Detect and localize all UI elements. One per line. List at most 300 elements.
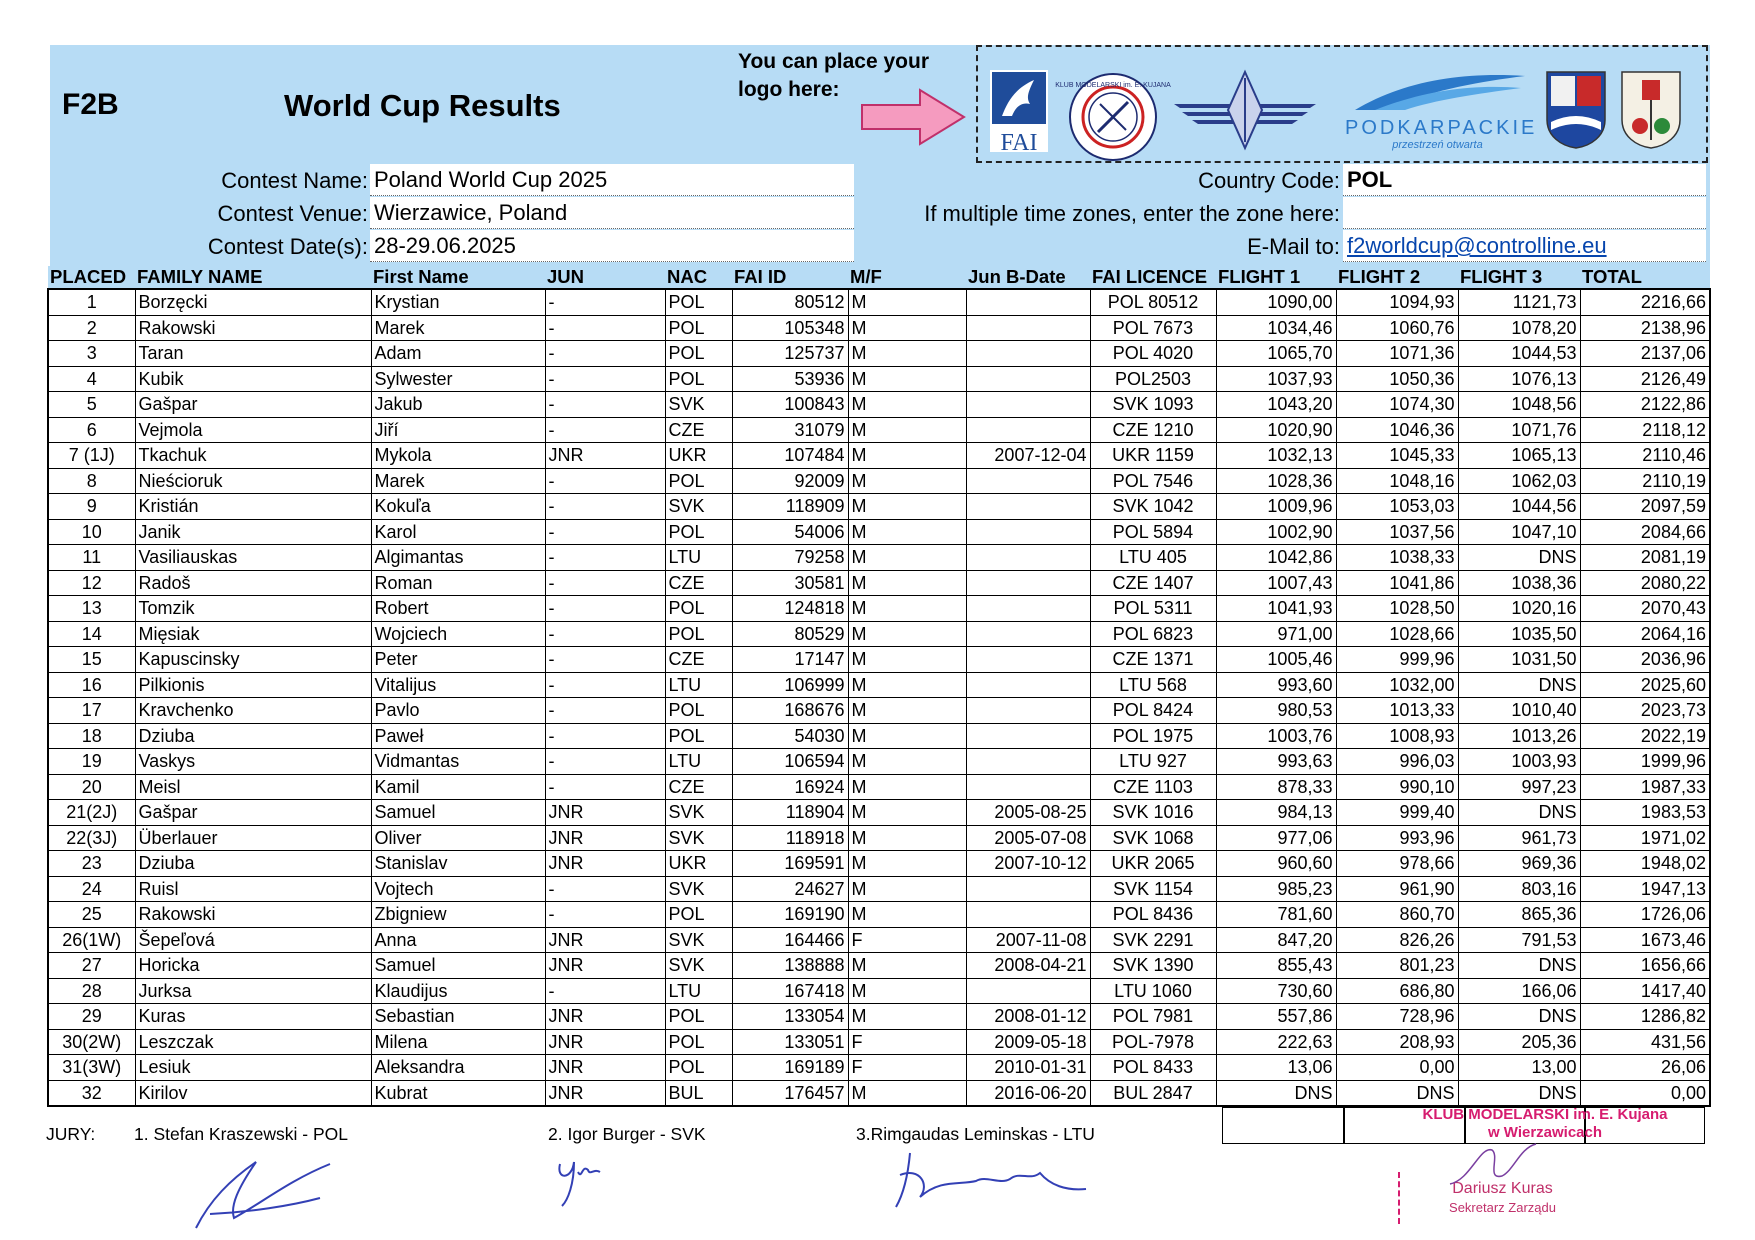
cell-first-name: Paweł: [371, 723, 545, 749]
cell-first-name: Oliver: [371, 825, 545, 851]
cell-total: 2137,06: [1580, 341, 1710, 367]
cell-flight-1: 222,63: [1216, 1029, 1336, 1055]
cell-placed: 22(3J): [48, 825, 135, 851]
cell-nac: SVK: [665, 800, 732, 826]
cell-placed: 20: [48, 774, 135, 800]
cell-total: 26,06: [1580, 1055, 1710, 1081]
cell-fai-id: 125737: [732, 341, 848, 367]
cell-flight-3: 1047,10: [1458, 519, 1580, 545]
cell-jun: -: [545, 366, 665, 392]
cell-jun-bdate: [966, 749, 1090, 775]
cell-flight-2: 1028,66: [1336, 621, 1458, 647]
cell-first-name: Stanislav: [371, 851, 545, 877]
cell-flight-1: 1005,46: [1216, 647, 1336, 673]
secretary-signature: [1440, 1140, 1550, 1190]
cell-placed: 16: [48, 672, 135, 698]
cell-flight-1: 1041,93: [1216, 596, 1336, 622]
cell-nac: SVK: [665, 392, 732, 418]
cell-flight-1: 855,43: [1216, 953, 1336, 979]
cell-nac: POL: [665, 621, 732, 647]
column-header-jun: JUN: [545, 266, 665, 289]
cell-first-name: Samuel: [371, 800, 545, 826]
cell-flight-1: 1043,20: [1216, 392, 1336, 418]
jury-member-1: 1. Stefan Kraszewski - POL: [134, 1124, 348, 1144]
cell-first-name: Samuel: [371, 953, 545, 979]
cell-flight-1: 960,60: [1216, 851, 1336, 877]
contest-name-field[interactable]: Poland World Cup 2025: [370, 164, 854, 196]
cell-placed: 1: [48, 289, 135, 315]
cell-first-name: Vidmantas: [371, 749, 545, 775]
cell-first-name: Jiří: [371, 417, 545, 443]
cell-fai-licence: UKR 1159: [1090, 443, 1216, 469]
cell-fai-id: 167418: [732, 978, 848, 1004]
cell-jun: -: [545, 902, 665, 928]
cell-mf: M: [848, 341, 966, 367]
column-header-fai-licence: FAI LICENCE: [1090, 266, 1216, 289]
cell-fai-licence: POL-7978: [1090, 1029, 1216, 1055]
cell-family-name: Überlauer: [135, 825, 371, 851]
cell-fai-id: 31079: [732, 417, 848, 443]
cell-family-name: Janik: [135, 519, 371, 545]
column-header-jun-bdate: Jun B-Date: [966, 266, 1090, 289]
cell-nac: POL: [665, 698, 732, 724]
cell-placed: 13: [48, 596, 135, 622]
cell-flight-3: 961,73: [1458, 825, 1580, 851]
cell-jun-bdate: 2007-10-12: [966, 851, 1090, 877]
cell-jun-bdate: [966, 723, 1090, 749]
cell-fai-id: 133051: [732, 1029, 848, 1055]
cell-flight-3: 1048,56: [1458, 392, 1580, 418]
cell-family-name: Gašpar: [135, 392, 371, 418]
empty-cell: [1222, 1107, 1345, 1144]
cell-flight-2: 1038,33: [1336, 545, 1458, 571]
cell-flight-3: DNS: [1458, 545, 1580, 571]
cell-fai-licence: POL 8436: [1090, 902, 1216, 928]
cell-flight-3: DNS: [1458, 800, 1580, 826]
cell-fai-id: 92009: [732, 468, 848, 494]
cell-jun-bdate: [966, 468, 1090, 494]
cell-fai-id: 30581: [732, 570, 848, 596]
cell-jun: -: [545, 774, 665, 800]
cell-family-name: Tkachuk: [135, 443, 371, 469]
cell-flight-1: 1032,13: [1216, 443, 1336, 469]
swoosh-icon: [1345, 70, 1530, 112]
column-header-flight-1: FLIGHT 1: [1216, 266, 1336, 289]
table-row: [48, 723, 1710, 749]
cell-placed: 27: [48, 953, 135, 979]
cell-first-name: Klaudijus: [371, 978, 545, 1004]
cell-first-name: Zbigniew: [371, 902, 545, 928]
cell-total: 2023,73: [1580, 698, 1710, 724]
table-row: [48, 774, 1710, 800]
cell-flight-2: 1045,33: [1336, 443, 1458, 469]
cell-fai-licence: CZE 1407: [1090, 570, 1216, 596]
cell-fai-licence: LTU 405: [1090, 545, 1216, 571]
cell-mf: M: [848, 774, 966, 800]
cell-nac: POL: [665, 902, 732, 928]
page-title: World Cup Results: [284, 88, 561, 123]
stamp-divider: [1398, 1172, 1400, 1224]
cell-nac: UKR: [665, 851, 732, 877]
logo-hint: You can place your logo here:: [738, 50, 929, 101]
cell-total: 1999,96: [1580, 749, 1710, 775]
cell-jun-bdate: [966, 494, 1090, 520]
cell-flight-2: 1032,00: [1336, 672, 1458, 698]
column-header-total: TOTAL: [1580, 266, 1710, 289]
cell-mf: M: [848, 392, 966, 418]
cell-first-name: Roman: [371, 570, 545, 596]
cell-flight-1: 1028,36: [1216, 468, 1336, 494]
cell-jun: -: [545, 341, 665, 367]
table-row: [48, 825, 1710, 851]
cell-flight-3: DNS: [1458, 953, 1580, 979]
cell-flight-3: 1044,56: [1458, 494, 1580, 520]
cell-jun: JNR: [545, 1080, 665, 1106]
cell-mf: F: [848, 927, 966, 953]
cell-total: 431,56: [1580, 1029, 1710, 1055]
cell-jun-bdate: 2009-05-18: [966, 1029, 1090, 1055]
cell-mf: M: [848, 570, 966, 596]
cell-family-name: Leszczak: [135, 1029, 371, 1055]
cell-jun: -: [545, 289, 665, 315]
table-row: [48, 1004, 1710, 1030]
cell-jun-bdate: [966, 672, 1090, 698]
column-header-nac: NAC: [665, 266, 732, 289]
cell-fai-id: 54006: [732, 519, 848, 545]
cell-flight-2: 728,96: [1336, 1004, 1458, 1030]
cell-flight-2: 996,03: [1336, 749, 1458, 775]
cell-mf: M: [848, 596, 966, 622]
cell-mf: M: [848, 978, 966, 1004]
cell-flight-2: DNS: [1336, 1080, 1458, 1106]
cell-fai-licence: POL2503: [1090, 366, 1216, 392]
cell-jun: -: [545, 723, 665, 749]
cell-placed: 6: [48, 417, 135, 443]
cell-family-name: Tomzik: [135, 596, 371, 622]
column-header-flight-2: FLIGHT 2: [1336, 266, 1458, 289]
table-row: [48, 953, 1710, 979]
timezone-label: If multiple time zones, enter the zone here:: [924, 201, 1340, 226]
cell-fai-licence: POL 80512: [1090, 289, 1216, 315]
cell-fai-id: 176457: [732, 1080, 848, 1106]
cell-flight-3: 166,06: [1458, 978, 1580, 1004]
cell-jun-bdate: 2016-06-20: [966, 1080, 1090, 1106]
cell-total: 2070,43: [1580, 596, 1710, 622]
cell-fai-id: 169190: [732, 902, 848, 928]
stamp-line-1: KLUB MODELARSKI im. E. Kujana: [1422, 1106, 1668, 1123]
cell-first-name: Sylwester: [371, 366, 545, 392]
cell-jun: -: [545, 672, 665, 698]
cell-flight-1: 1003,76: [1216, 723, 1336, 749]
podkarpackie-logo: PODKARPACKIE przestrzeń otwarta: [1345, 70, 1530, 150]
table-row: [48, 366, 1710, 392]
cell-family-name: Dziuba: [135, 723, 371, 749]
cell-flight-1: 993,60: [1216, 672, 1336, 698]
cell-mf: M: [848, 902, 966, 928]
table-row: [48, 596, 1710, 622]
cell-flight-2: 978,66: [1336, 851, 1458, 877]
cell-flight-2: 686,80: [1336, 978, 1458, 1004]
cell-mf: M: [848, 468, 966, 494]
cell-family-name: Kapuscinsky: [135, 647, 371, 673]
jury-signature-1: [190, 1140, 340, 1235]
cell-flight-1: 13,06: [1216, 1055, 1336, 1081]
cell-total: 2110,19: [1580, 468, 1710, 494]
cell-nac: LTU: [665, 978, 732, 1004]
cell-mf: M: [848, 672, 966, 698]
stamp-role: Sekretarz Zarządu: [1449, 1200, 1556, 1215]
cell-total: 2097,59: [1580, 494, 1710, 520]
jury-signature-2: [552, 1150, 612, 1210]
cell-flight-3: 791,53: [1458, 927, 1580, 953]
country-code-field[interactable]: POL: [1343, 164, 1706, 196]
cell-fai-licence: CZE 1371: [1090, 647, 1216, 673]
cell-jun-bdate: [966, 392, 1090, 418]
cell-jun-bdate: [966, 647, 1090, 673]
cell-flight-1: 1009,96: [1216, 494, 1336, 520]
cell-jun-bdate: [966, 978, 1090, 1004]
table-header-row: [48, 266, 1710, 289]
cell-mf: M: [848, 621, 966, 647]
contest-venue-field[interactable]: Wierzawice, Poland: [370, 197, 854, 229]
column-header-flight-3: FLIGHT 3: [1458, 266, 1580, 289]
cell-placed: 3: [48, 341, 135, 367]
coat-of-arms-2-logo: [1620, 70, 1682, 150]
cell-total: 1417,40: [1580, 978, 1710, 1004]
cell-first-name: Algimantas: [371, 545, 545, 571]
cell-placed: 10: [48, 519, 135, 545]
cell-first-name: Robert: [371, 596, 545, 622]
cell-jun: -: [545, 315, 665, 341]
cell-flight-2: 1008,93: [1336, 723, 1458, 749]
cell-flight-1: 730,60: [1216, 978, 1336, 1004]
cell-jun: -: [545, 392, 665, 418]
cell-mf: M: [848, 289, 966, 315]
cell-family-name: Mięsiak: [135, 621, 371, 647]
cell-fai-licence: POL 6823: [1090, 621, 1216, 647]
cell-fai-id: 53936: [732, 366, 848, 392]
aeroclub-wings-logo: [1170, 70, 1320, 150]
eagle-icon: [990, 70, 1048, 126]
cell-nac: POL: [665, 468, 732, 494]
cell-jun: -: [545, 545, 665, 571]
cell-family-name: Šepeľová: [135, 927, 371, 953]
cell-flight-1: 993,63: [1216, 749, 1336, 775]
klub-modelarski-seal-logo: [1055, 72, 1171, 162]
cell-fai-licence: LTU 1060: [1090, 978, 1216, 1004]
cell-fai-licence: POL 7981: [1090, 1004, 1216, 1030]
cell-fai-licence: SVK 1093: [1090, 392, 1216, 418]
svg-text:KLUB MODELARSKI im. E. KUJANA: KLUB MODELARSKI im. E. KUJANA: [1055, 82, 1171, 89]
cell-placed: 21(2J): [48, 800, 135, 826]
cell-fai-licence: LTU 568: [1090, 672, 1216, 698]
cell-flight-3: 865,36: [1458, 902, 1580, 928]
email-link[interactable]: f2worldcup@controlline.eu: [1343, 230, 1706, 262]
cell-placed: 18: [48, 723, 135, 749]
cell-flight-3: 1013,26: [1458, 723, 1580, 749]
jury-member-2: 2. Igor Burger - SVK: [548, 1124, 706, 1144]
cell-fai-id: 80512: [732, 289, 848, 315]
cell-total: 2025,60: [1580, 672, 1710, 698]
table-row: [48, 902, 1710, 928]
column-header-first-name: First Name: [371, 266, 545, 289]
cell-flight-1: 878,33: [1216, 774, 1336, 800]
table-row: [48, 978, 1710, 1004]
cell-family-name: Nieścioruk: [135, 468, 371, 494]
cell-jun-bdate: [966, 519, 1090, 545]
cell-fai-id: 17147: [732, 647, 848, 673]
cell-total: 2110,46: [1580, 443, 1710, 469]
cell-nac: POL: [665, 366, 732, 392]
cell-nac: BUL: [665, 1080, 732, 1106]
cell-family-name: Vaskys: [135, 749, 371, 775]
cell-flight-2: 826,26: [1336, 927, 1458, 953]
cell-first-name: Marek: [371, 315, 545, 341]
cell-family-name: Radoš: [135, 570, 371, 596]
cell-total: 1673,46: [1580, 927, 1710, 953]
table-row: [48, 621, 1710, 647]
cell-fai-licence: CZE 1210: [1090, 417, 1216, 443]
cell-mf: M: [848, 800, 966, 826]
cell-fai-id: 168676: [732, 698, 848, 724]
cell-jun-bdate: 2007-11-08: [966, 927, 1090, 953]
cell-jun-bdate: [966, 596, 1090, 622]
cell-placed: 23: [48, 851, 135, 877]
table-row: [48, 417, 1710, 443]
cell-flight-1: 1037,93: [1216, 366, 1336, 392]
cell-jun-bdate: 2005-08-25: [966, 800, 1090, 826]
cell-first-name: Adam: [371, 341, 545, 367]
cell-jun-bdate: [966, 366, 1090, 392]
cell-placed: 12: [48, 570, 135, 596]
cell-placed: 19: [48, 749, 135, 775]
cell-fai-licence: BUL 2847: [1090, 1080, 1216, 1106]
cell-fai-id: 118918: [732, 825, 848, 851]
cell-jun: JNR: [545, 1004, 665, 1030]
cell-fai-id: 100843: [732, 392, 848, 418]
contest-dates-field[interactable]: 28-29.06.2025: [370, 230, 854, 262]
cell-nac: CZE: [665, 417, 732, 443]
class-code: F2B: [62, 88, 119, 121]
cell-placed: 17: [48, 698, 135, 724]
cell-jun: -: [545, 647, 665, 673]
cell-mf: M: [848, 519, 966, 545]
cell-flight-2: 860,70: [1336, 902, 1458, 928]
cell-flight-2: 1046,36: [1336, 417, 1458, 443]
cell-placed: 11: [48, 545, 135, 571]
cell-fai-id: 118909: [732, 494, 848, 520]
cell-fai-licence: SVK 2291: [1090, 927, 1216, 953]
table-row: [48, 443, 1710, 469]
cell-nac: POL: [665, 341, 732, 367]
cell-first-name: Karol: [371, 519, 545, 545]
cell-nac: POL: [665, 315, 732, 341]
cell-mf: F: [848, 1029, 966, 1055]
cell-nac: POL: [665, 1004, 732, 1030]
cell-total: 1947,13: [1580, 876, 1710, 902]
timezone-field[interactable]: [1343, 197, 1706, 229]
cell-first-name: Kubrat: [371, 1080, 545, 1106]
cell-flight-2: 1053,03: [1336, 494, 1458, 520]
cell-flight-3: DNS: [1458, 1080, 1580, 1106]
fai-logo: FAI: [990, 70, 1048, 152]
cell-fai-id: 169189: [732, 1055, 848, 1081]
cell-nac: CZE: [665, 647, 732, 673]
cell-family-name: Kuras: [135, 1004, 371, 1030]
cell-total: 1987,33: [1580, 774, 1710, 800]
cell-fai-id: 124818: [732, 596, 848, 622]
cell-placed: 5: [48, 392, 135, 418]
cell-placed: 30(2W): [48, 1029, 135, 1055]
table-row: [48, 749, 1710, 775]
cell-jun: JNR: [545, 825, 665, 851]
cell-family-name: Taran: [135, 341, 371, 367]
cell-total: 2118,12: [1580, 417, 1710, 443]
table-row: [48, 468, 1710, 494]
table-row: [48, 1080, 1710, 1106]
stamp-name: Dariusz Kuras: [1452, 1180, 1553, 1197]
cell-first-name: Peter: [371, 647, 545, 673]
table-row: [48, 1029, 1710, 1055]
cell-flight-3: 1062,03: [1458, 468, 1580, 494]
cell-fai-licence: SVK 1016: [1090, 800, 1216, 826]
table-row: [48, 519, 1710, 545]
cell-total: 2081,19: [1580, 545, 1710, 571]
cell-placed: 9: [48, 494, 135, 520]
cell-total: 2084,66: [1580, 519, 1710, 545]
cell-family-name: Kristián: [135, 494, 371, 520]
cell-nac: SVK: [665, 927, 732, 953]
cell-flight-1: 984,13: [1216, 800, 1336, 826]
cell-total: 2126,49: [1580, 366, 1710, 392]
cell-fai-licence: SVK 1068: [1090, 825, 1216, 851]
cell-fai-licence: POL 8424: [1090, 698, 1216, 724]
cell-fai-licence: LTU 927: [1090, 749, 1216, 775]
cell-nac: LTU: [665, 672, 732, 698]
cell-flight-2: 993,96: [1336, 825, 1458, 851]
cell-mf: M: [848, 749, 966, 775]
table-row: [48, 570, 1710, 596]
cell-placed: 26(1W): [48, 927, 135, 953]
cell-fai-id: 107484: [732, 443, 848, 469]
cell-fai-id: 164466: [732, 927, 848, 953]
cell-placed: 29: [48, 1004, 135, 1030]
results-table: [47, 266, 1711, 1107]
cell-placed: 28: [48, 978, 135, 1004]
cell-flight-3: 1044,53: [1458, 341, 1580, 367]
cell-flight-2: 1060,76: [1336, 315, 1458, 341]
cell-family-name: Kirilov: [135, 1080, 371, 1106]
cell-flight-3: 1065,13: [1458, 443, 1580, 469]
cell-placed: 4: [48, 366, 135, 392]
cell-nac: SVK: [665, 494, 732, 520]
cell-fai-licence: POL 7546: [1090, 468, 1216, 494]
cell-mf: M: [848, 443, 966, 469]
table-row: [48, 545, 1710, 571]
cell-flight-1: 847,20: [1216, 927, 1336, 953]
cell-placed: 31(3W): [48, 1055, 135, 1081]
cell-flight-3: 13,00: [1458, 1055, 1580, 1081]
cell-flight-1: 1002,90: [1216, 519, 1336, 545]
contest-name-label: Contest Name:: [221, 168, 368, 193]
cell-flight-1: 1090,00: [1216, 289, 1336, 315]
cell-flight-2: 1028,50: [1336, 596, 1458, 622]
cell-flight-2: 1048,16: [1336, 468, 1458, 494]
cell-mf: M: [848, 953, 966, 979]
cell-total: 1983,53: [1580, 800, 1710, 826]
cell-flight-1: 1034,46: [1216, 315, 1336, 341]
cell-family-name: Horicka: [135, 953, 371, 979]
